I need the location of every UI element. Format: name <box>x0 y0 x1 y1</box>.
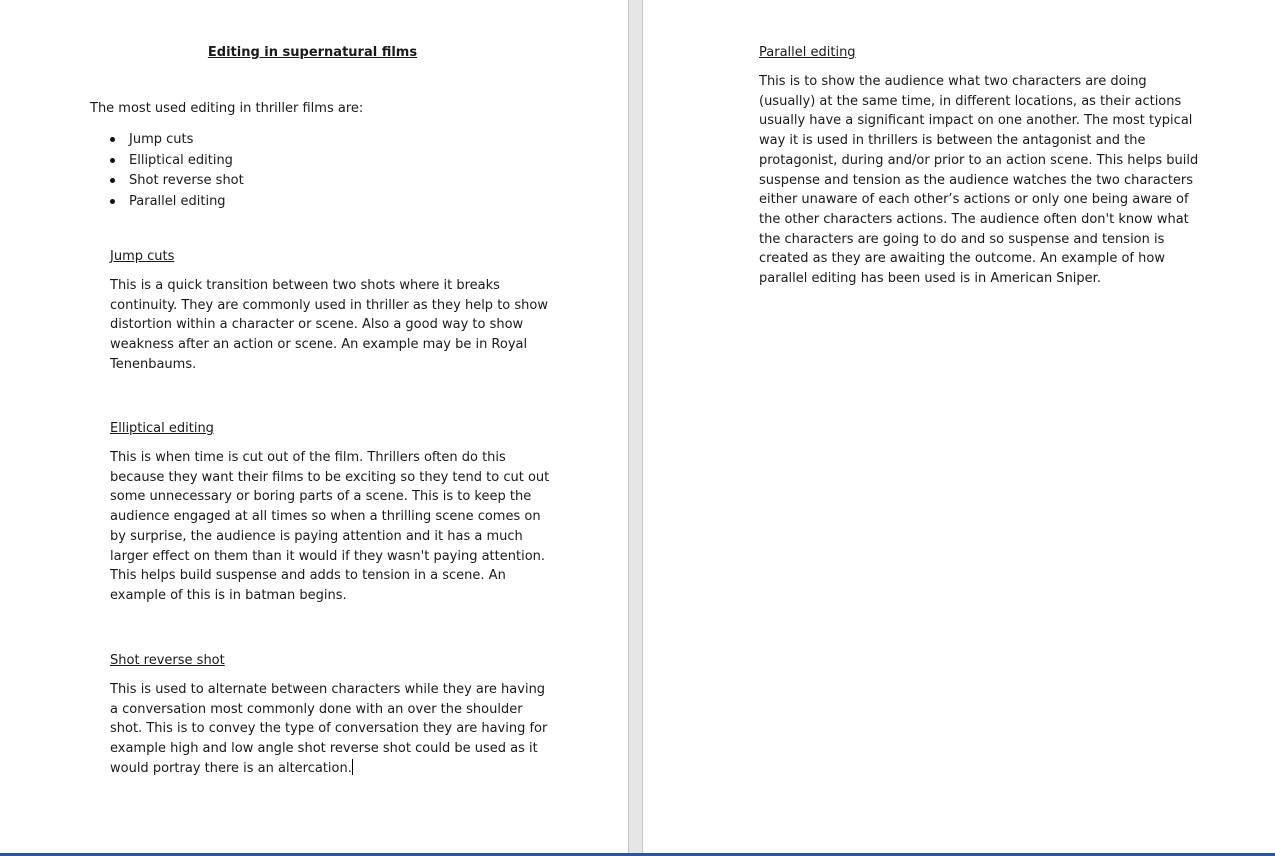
document-page-2[interactable] <box>643 0 1275 853</box>
bullet-item[interactable]: Shot reverse shot <box>110 171 244 192</box>
section-parallel-editing <box>759 44 1199 289</box>
intro-text[interactable]: The most used editing in thriller films are: <box>90 101 364 116</box>
section-heading[interactable]: Elliptical editing <box>110 421 214 436</box>
section-paragraph[interactable] <box>110 680 555 779</box>
bullet-item[interactable]: Elliptical editing <box>110 151 244 172</box>
section-jump-cuts <box>110 248 555 375</box>
section-paragraph[interactable]: This is to show the audience what two characters are doing (usually) at the same time, in different locations, as their actions usually have a significant impact on one another. The most typical way it is used in thrillers is between the antagonist and the protagonist, during and/or prior to an action scene. This helps build suspense and tension as the audience watches the two characters either unaware of each other’s actions or only one being aware of the other characters actions. The audience often don't know what the characters are going to do and so suspense and tension is created as they are awaiting the outcome. An example of how parallel editing has been used is in American Sniper. <box>759 74 1199 287</box>
section-elliptical-editing <box>110 420 555 606</box>
paragraph-text[interactable]: This is used to alternate between characters while they are having a conversation most commonly done with an over the shoulder shot. This is to convey the type of conversation they are having for example high and low angle shot reverse shot could be used as it would portray there is an altercation. <box>110 682 548 776</box>
section-paragraph[interactable]: This is when time is cut out of the film. Thrillers often do this because they want their films to be exciting so they tend to cut out some unnecessary or boring parts of a scene. This is to keep the audience engaged at all times so when a thrilling scene comes on by surprise, the audience is paying attention and it has a much larger effect on them than it would if they wasn't paying attention. This helps build suspense and adds to tension in a scene. An example of this is in batman begins. <box>110 450 550 603</box>
document-page-1[interactable] <box>0 0 628 853</box>
document-title[interactable]: Editing in supernatural films <box>207 45 418 60</box>
section-heading[interactable]: Shot reverse shot <box>110 653 225 668</box>
section-heading[interactable]: Parallel editing <box>759 45 856 60</box>
section-heading[interactable]: Jump cuts <box>110 249 175 264</box>
bullet-item[interactable]: Jump cuts <box>110 130 244 151</box>
bullet-item[interactable]: Parallel editing <box>110 192 244 213</box>
bullet-list[interactable] <box>110 130 244 212</box>
text-cursor <box>352 759 353 775</box>
section-paragraph[interactable]: This is a quick transition between two shots where it breaks continuity. They are commonly used in thriller as they help to show distortion within a character or scene. Also a good way to show weakness after an action or scene. An example may be in Royal Tenenbaums. <box>110 278 548 372</box>
page-gutter <box>628 0 643 853</box>
section-shot-reverse-shot <box>110 652 555 779</box>
